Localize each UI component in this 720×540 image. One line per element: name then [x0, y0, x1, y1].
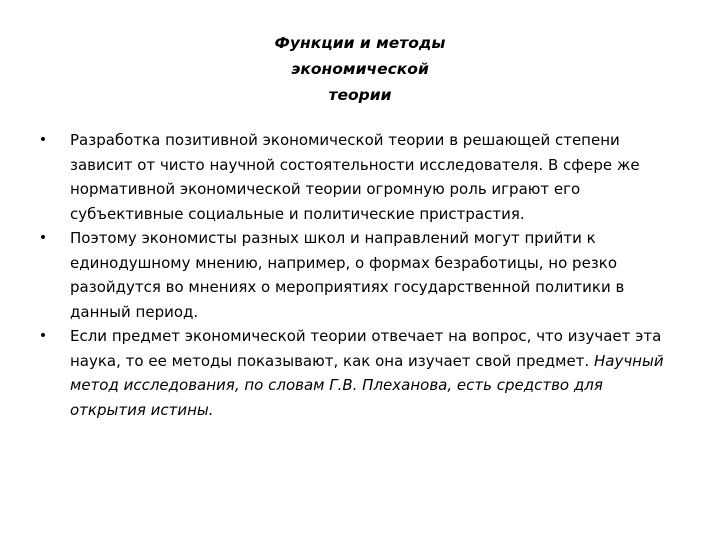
bullet-marker-icon: •	[38, 132, 48, 148]
slide-title	[0, 30, 720, 108]
bullet-text: Если предмет экономической теории отвечает на вопрос, что изучает эта наука, то ее методы показывают, как она изучает свой предмет.	[70, 327, 662, 370]
bullet-marker-icon: •	[38, 230, 48, 246]
bullet-item-1	[36, 128, 676, 226]
bullet-text: Поэтому экономисты разных школ и направлений могут прийти к единодушному мнению, например, о формах безработицы, но резко разойдутся во мнениях о мероприятиях государственной политики в данный период.	[70, 229, 625, 321]
bullet-list	[36, 128, 676, 422]
bullet-item-3	[36, 324, 676, 422]
bullet-item-2	[36, 226, 676, 324]
title-line-2: экономической	[291, 60, 429, 78]
bullet-marker-icon: •	[38, 328, 48, 344]
bullet-italic-text: Научный метод исследования, по словам Г.В. Плеханова, есть средство для открытия истины.	[70, 351, 664, 419]
bullet-text: Разработка позитивной экономической теории в решающей степени зависит от чисто научной состоятельности исследователя. В сфере же нормативной экономической теории огромную роль играют его субъективные социальные и политические пристрастия.	[70, 131, 640, 223]
title-line-3: теории	[328, 86, 392, 104]
title-line-1: Функции и методы	[274, 34, 446, 52]
